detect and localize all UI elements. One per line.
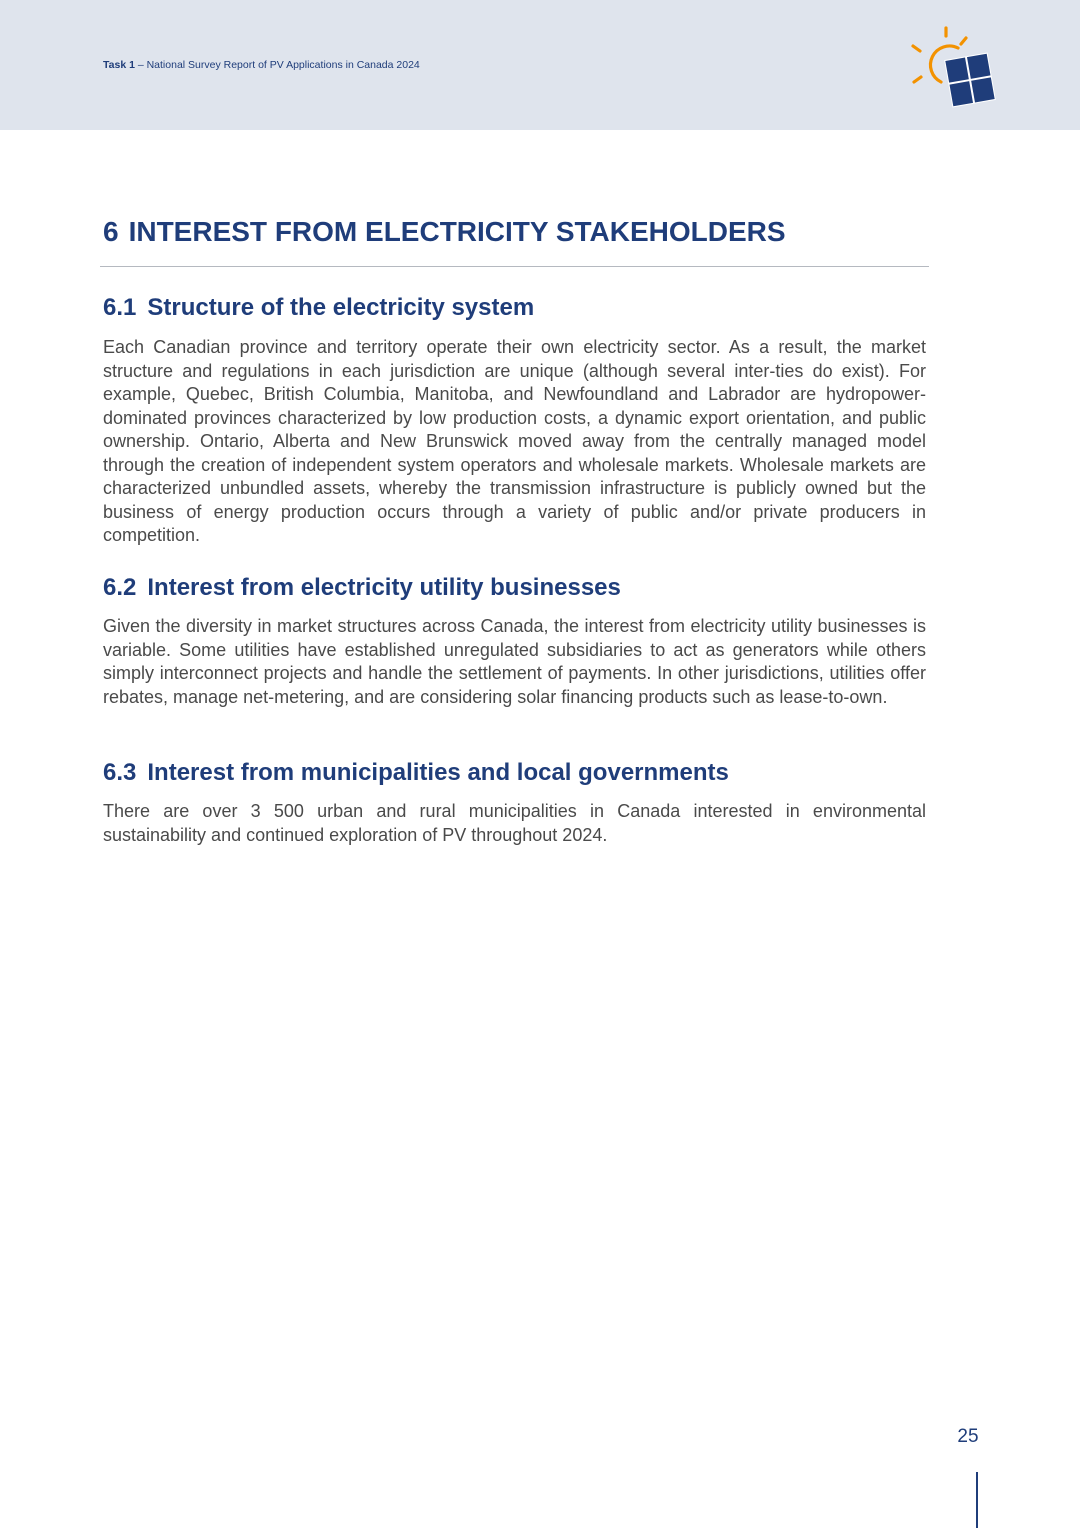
- section-number: 6.3: [103, 759, 137, 786]
- section-body-6-3: There are over 3 500 urban and rural municipalities in Canada interested in environmental sustainability and continued exploration of PV throughout 2024.: [103, 801, 926, 845]
- report-title: – National Survey Report of PV Applications in Canada 2024: [134, 59, 420, 71]
- page-number-bar: [976, 1472, 978, 1528]
- sun-solar-panel-logo-icon: [908, 24, 1004, 114]
- section-body-6-2: Given the diversity in market structures across Canada, the interest from electricity utility businesses is variable. Some utilities have established unregulated subsidiaries to act as generators while others simply interconnect projects and handle the settlement of payments. In other jurisdictions, utilities offer rebates, manage net-metering, and are considering solar financing products such as lease-to-own.: [103, 616, 926, 707]
- section-heading-6-1: [103, 294, 534, 322]
- chapter-divider: [100, 266, 929, 267]
- section-heading-6-3: [103, 759, 729, 787]
- section-title-text: Structure of the electricity system: [147, 294, 535, 321]
- task-label: Task 1: [103, 59, 135, 71]
- section-heading-6-2: [103, 574, 621, 602]
- running-header: [103, 59, 420, 71]
- section-title-text: Interest from municipalities and local governments: [147, 759, 729, 786]
- section-number: 6.2: [103, 574, 137, 601]
- page-header: [0, 0, 1080, 130]
- section-number: 6.1: [103, 294, 137, 321]
- chapter-number: 6: [103, 216, 119, 247]
- section-title-text: Interest from electricity utility businesses: [147, 574, 621, 601]
- chapter-title-text: INTEREST FROM ELECTRICITY STAKEHOLDERS: [128, 216, 786, 247]
- chapter-title: [103, 216, 786, 248]
- page-number: 25: [957, 1426, 979, 1447]
- section-body-6-1: Each Canadian province and territory operate their own electricity sector. As a result, the market structure and regulations in each jurisdiction are unique (although several inter-ties do exist). For example, Quebec, British Columbia, Manitoba, and Newfoundland and Labrador are hydropower-dominated provinces characterized by low production costs, a dynamic export orientation, and public ownership. Ontario, Alberta and New Brunswick moved away from the centrally managed model through the creation of independent system operators and wholesale markets. Wholesale markets are characterized unbundled assets, whereby the transmission infrastructure is publicly owned but the business of energy production occurs through a variety of public and/or private producers in competition.: [103, 337, 926, 545]
